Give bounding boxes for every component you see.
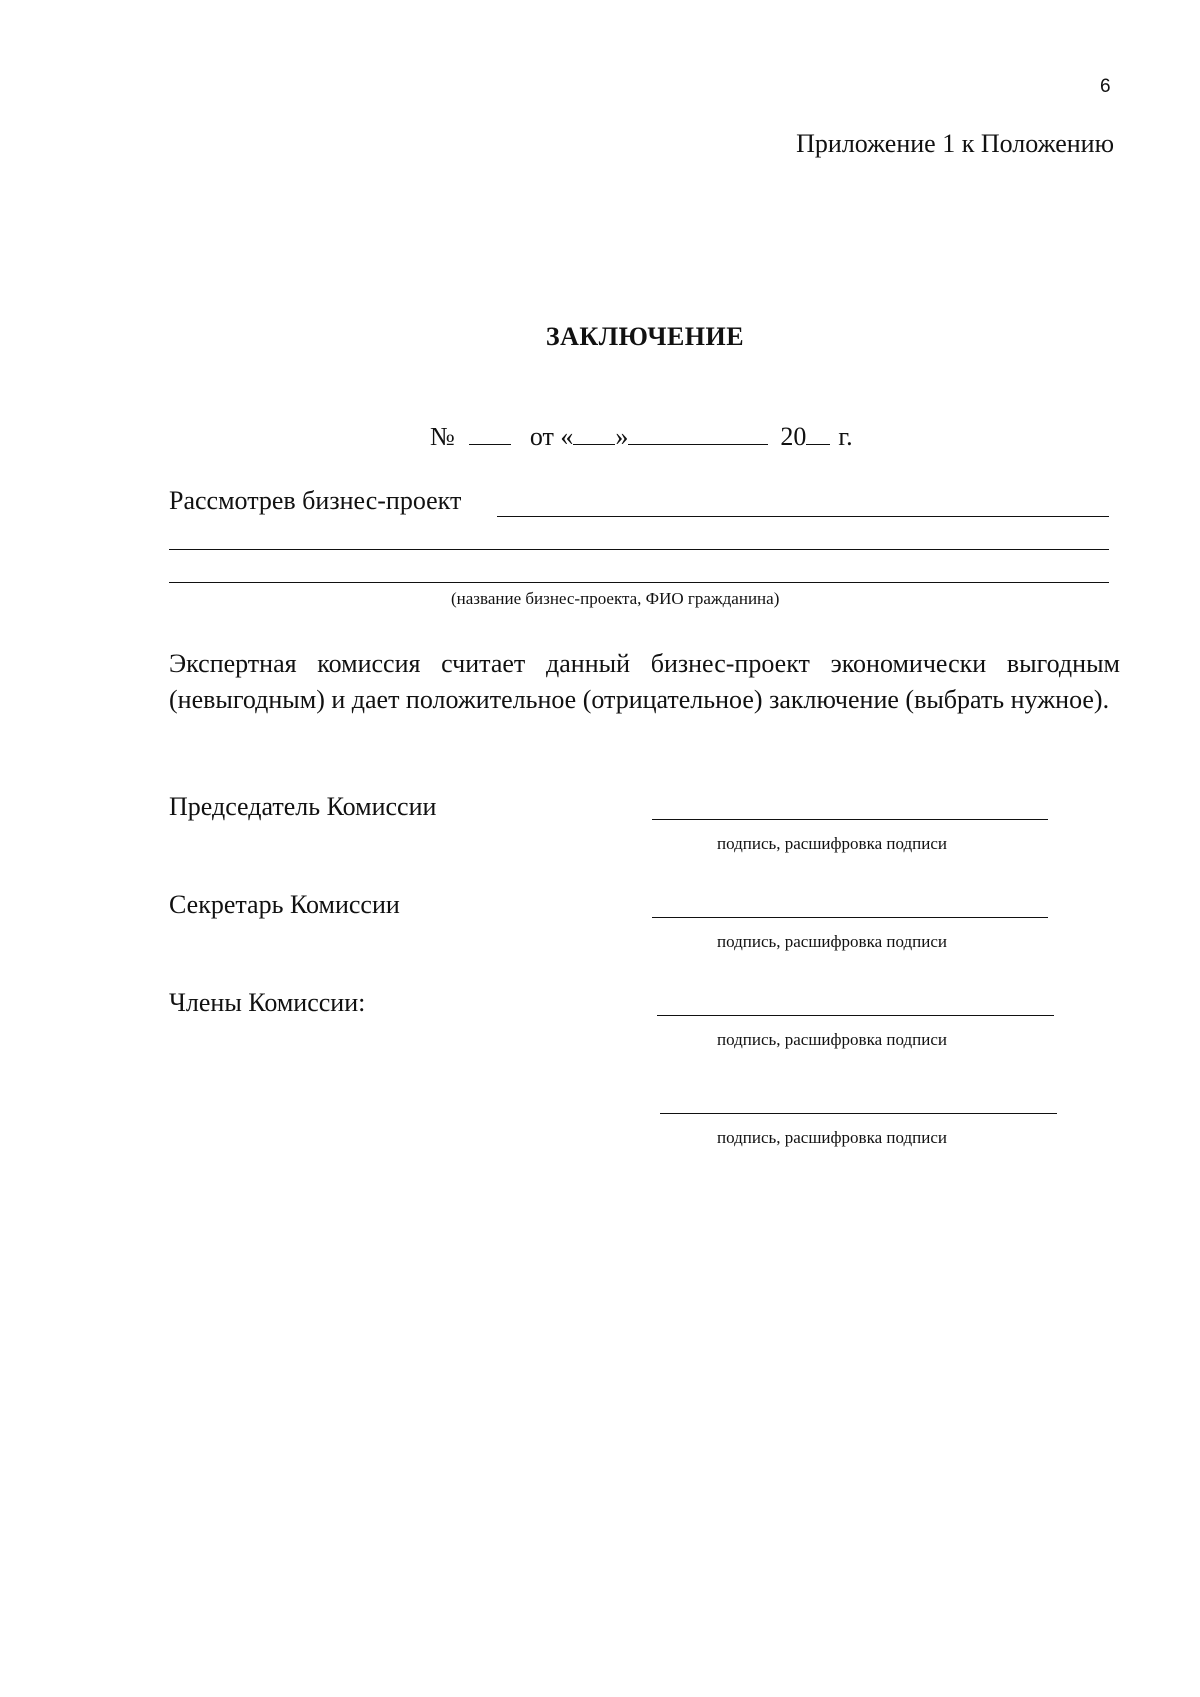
project-label: Рассмотрев бизнес-проект bbox=[169, 486, 462, 515]
chairman-signature-field[interactable] bbox=[652, 819, 1048, 820]
quote-close: » bbox=[615, 422, 629, 451]
number-sign: № bbox=[430, 422, 455, 451]
project-name-field-1[interactable] bbox=[497, 516, 1109, 517]
conclusion-paragraph: Экспертная комиссия считает данный бизнес-проект экономически выгодным (невыгодным) и дает положительное (отрицательное) заключение (выбрать нужное). bbox=[169, 649, 1120, 714]
project-name-field-3[interactable] bbox=[169, 582, 1109, 583]
secretary-label: Секретарь Комиссии bbox=[169, 890, 400, 919]
day-blank[interactable] bbox=[573, 444, 615, 445]
member-signature-caption-1: подпись, расшифровка подписи bbox=[717, 1030, 947, 1049]
from-label: от « bbox=[529, 422, 574, 451]
appendix-label: Приложение 1 к Положению bbox=[796, 129, 1114, 158]
project-caption: (название бизнес-проекта, ФИО гражданина) bbox=[451, 589, 780, 608]
member-signature-caption-2: подпись, расшифровка подписи bbox=[717, 1128, 947, 1147]
page-number: 6 bbox=[1100, 76, 1111, 97]
secretary-signature-field[interactable] bbox=[652, 917, 1048, 918]
project-line bbox=[169, 486, 1109, 520]
secretary-signature-caption: подпись, расшифровка подписи bbox=[717, 932, 947, 951]
year-suffix: г. bbox=[838, 422, 853, 451]
chairman-label: Председатель Комиссии bbox=[169, 792, 437, 821]
month-blank[interactable] bbox=[628, 444, 768, 445]
chairman-signature-caption: подпись, расшифровка подписи bbox=[717, 834, 947, 853]
members-label: Члены Комиссии: bbox=[169, 988, 366, 1017]
member-signature-field-1[interactable] bbox=[657, 1015, 1054, 1016]
number-date-line bbox=[430, 422, 853, 452]
year-prefix: 20 bbox=[780, 422, 807, 451]
year-blank[interactable] bbox=[806, 444, 830, 445]
document-title: ЗАКЛЮЧЕНИЕ bbox=[545, 322, 745, 351]
member-signature-field-2[interactable] bbox=[660, 1113, 1057, 1114]
project-name-field-2[interactable] bbox=[169, 549, 1109, 550]
number-blank[interactable] bbox=[469, 444, 511, 445]
